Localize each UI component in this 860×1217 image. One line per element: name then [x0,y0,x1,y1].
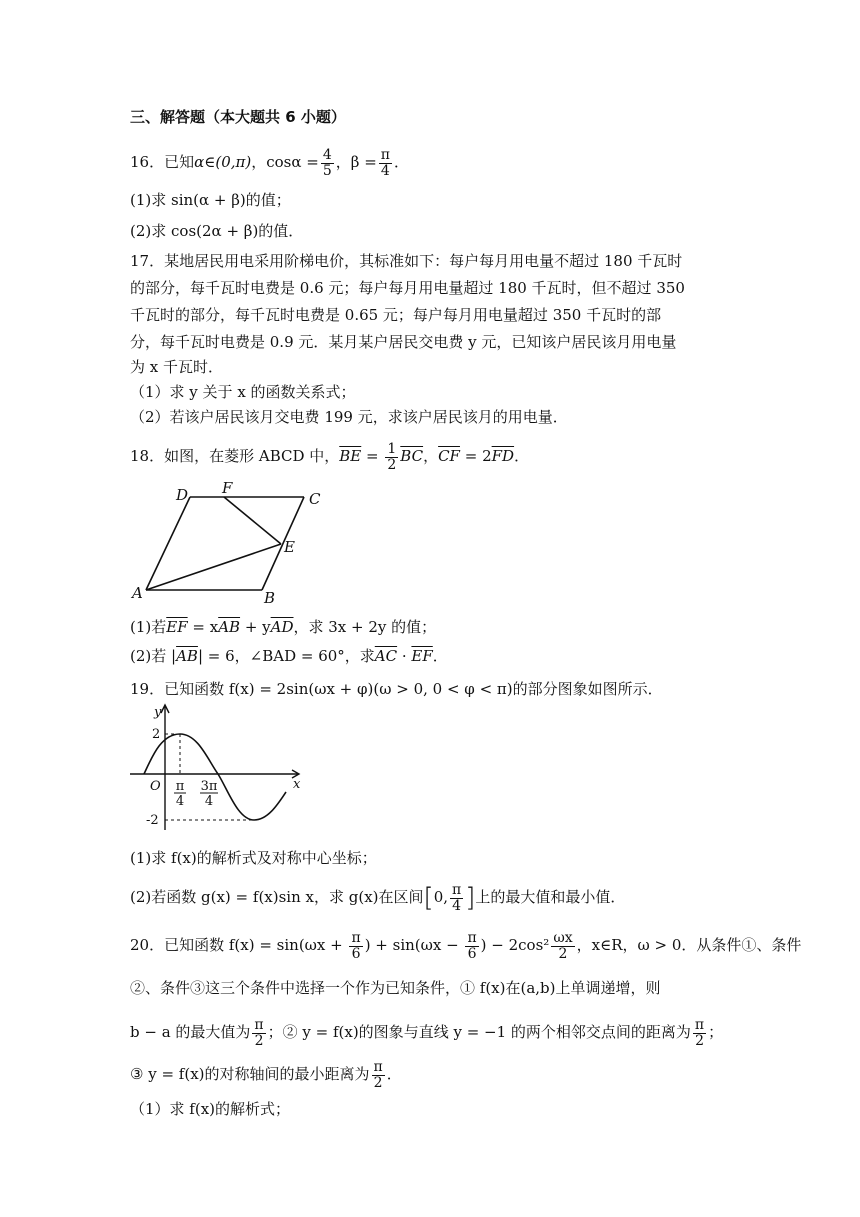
q19-part2 [130,883,625,913]
q20-l1-a: 20．已知函数 f(x) = sin(ωx + [130,936,348,955]
q19-int-den: 4 [452,897,462,914]
q20-pi2-den-1: 2 [254,1032,264,1049]
q20-pi2-num-2: π [694,1017,705,1033]
vec-ad: $\overline{AD}$ [270,618,294,636]
q19-p2-b: 上的最大值和最小值． [475,888,626,907]
q18-half-den: 2 [387,456,397,473]
q20-l4-end: ． [386,1065,402,1084]
q18-p1-b: = x [187,618,219,636]
graph-ymin-label: -2 [146,813,159,828]
section-title: 三、解答题（本大题共 6 小题） [130,108,346,126]
side-bc [262,497,304,590]
vec-ef: $\overline{EF}$ [166,618,188,636]
q17-line4: 分，每千瓦时电费是 0.9 元．某月某户居民交电费 y 元，已知该户居民该月用电量 [130,333,677,351]
q20-l1-b: ) + sin(ωx − [364,936,464,955]
q18-eq2: = 2 [459,447,492,466]
q16-beta-denominator: 4 [380,162,390,179]
q18-p2-dot: · [397,647,412,665]
q20-l1-c: ) − 2cos² [480,936,550,955]
q20-l1-d: ，x∈R，ω > 0．从条件①、条件 [576,936,802,955]
graph-y-label: y [154,705,162,720]
q20-l3-b: ；② y = f(x)的图象与直线 y = −1 的两个相邻交点间的距离为 [267,1023,691,1042]
q20-pi6-fraction-1 [349,931,362,961]
q20-pi2-num-3: π [373,1059,383,1075]
q18-p2-end: ． [432,647,448,665]
q20-line3 [130,1018,723,1048]
q20-pi2-fraction-3 [372,1060,385,1090]
q17-part1: （1）求 y 关于 x 的函数关系式； [130,383,356,401]
q20-pi6-den-1: 6 [351,945,361,962]
graph-ymax-label: 2 [152,727,161,742]
segment-ae [146,544,281,590]
side-da [146,497,190,590]
q18-part1 [130,616,436,638]
q16-cos-fraction [321,148,334,178]
q20-pi6-num-2: π [467,930,477,946]
q16-stem-text: 已知 [164,153,195,172]
q20-pi2-fraction-2 [693,1018,706,1048]
q19-int-num: π [452,882,462,898]
q20-wx-den: 2 [558,945,568,962]
tick1-num: π [175,779,185,794]
tick2-num: 3π [200,779,218,794]
vec-fd: $\overline{FD}$ [491,447,515,466]
q20-pi2-den-2: 2 [695,1032,704,1049]
graph-origin-label: O [150,779,161,794]
sine-graph-figure [128,702,308,834]
q20-l4-a: ③ y = f(x)的对称轴间的最小距离为 [130,1065,370,1084]
q19-stem: 19．已知函数 f(x) = 2sin(ωx + φ)(ω > 0, 0 < φ < π)的部分图象如图所示． [130,680,663,698]
q19-p2-a: (2)若函数 g(x) = f(x)sin x，求 g(x)在区间 [130,888,424,907]
label-f: F [222,479,233,497]
q16-cos-denominator: 5 [322,162,332,179]
vec-ab-2: $\overline{AB}$ [176,647,198,665]
vec-bc: $\overline{BC}$ [400,447,424,466]
q19-part1: (1)求 f(x)的解析式及对称中心坐标； [130,849,377,867]
q18-p1-d: ，求 3x + 2y 的值； [293,618,437,636]
q20-l3-a: b − a 的最大值为 [130,1023,251,1042]
q19-interval-left: 0, [433,888,448,907]
q16-beta-numerator: π [380,147,390,163]
q16-stem [130,148,409,178]
q20-l3-end: ； [708,1023,724,1042]
vec-cf: $\overline{CF}$ [438,447,460,466]
label-b: B [264,589,276,607]
q18-p1-c: + y [240,618,271,636]
q20-pi2-den-3: 2 [373,1074,383,1091]
q20-pi6-fraction-2 [465,931,478,961]
label-c: C [309,490,321,508]
q18-lead: 18．如图，在菱形 ABCD 中， [130,447,340,466]
q18-half-num: 1 [387,441,397,457]
q20-line1 [130,931,801,961]
q20-line2: ②、条件③这三个条件中选择一个作为已知条件，① f(x)在(a,b)上单调递增，则 [130,979,661,997]
q17-line5: 为 x 千瓦时． [130,358,223,376]
q18-p2-b: | = 6，∠BAD = 60°，求 [197,647,375,665]
q18-part2 [130,645,448,667]
q16-cos-left: ，cosα = [251,153,319,172]
q20-pi2-num-1: π [254,1017,264,1033]
q18-p2-a: (2)若 | [130,647,177,665]
q18-end: ． [514,447,530,466]
tick2-den: 4 [204,794,214,809]
q18-comma: ， [423,447,439,466]
rhombus-figure [128,478,338,610]
q16-part1: (1)求 sin(α + β)的值； [130,191,291,209]
label-d: D [176,486,189,504]
tick1-den: 4 [175,794,185,809]
vec-be: $\overline{BE}$ [339,447,362,466]
q18-p1-a: (1)若 [130,618,167,636]
label-a: A [132,584,143,602]
q16-end: ． [393,153,409,172]
q18-eq1: = [361,447,384,466]
q16-beta-fraction [379,148,392,178]
q16-cos-numerator: 4 [322,147,332,163]
q16-part2: (2)求 cos(2α + β)的值． [130,222,304,240]
q20-pi2-fraction-1 [252,1018,265,1048]
q16-alpha-condition: α∈(0,π) [194,153,252,172]
q20-pi6-num-1: π [351,930,361,946]
graph-x-label: x [293,777,301,792]
q20-part1: （1）求 f(x)的解析式； [130,1100,291,1118]
q20-line4 [130,1060,402,1090]
q18-half-fraction [385,442,398,472]
q19-interval-fraction [450,883,463,913]
q18-stem [130,442,529,472]
vec-ac: $\overline{AC}$ [374,647,398,665]
q20-wx2-fraction [551,931,574,961]
q16-number: 16． [130,153,165,172]
q17-line1: 17．某地居民用电采用阶梯电价，其标准如下：每户每月用电量不超过 180 千瓦时 [130,252,683,270]
segment-fe [224,497,281,544]
q20-pi6-den-2: 6 [467,945,477,962]
bracket-right: ] [465,883,476,914]
q16-beta-left: ，β = [335,153,377,172]
vec-ef-2: $\overline{EF}$ [411,647,433,665]
q17-part2: （2）若该户居民该月交电费 199 元，求该户居民该月的用电量． [130,408,568,426]
q17-line3: 千瓦时的部分，每千瓦时电费是 0.65 元；每户每月用电量超过 350 千瓦时的部 [130,306,662,324]
label-e: E [284,538,295,556]
vec-ab: $\overline{AB}$ [218,618,241,636]
q20-wx-num: ωx [553,930,573,946]
bracket-left: [ [423,883,434,914]
q17-line2: 的部分，每千瓦时电费是 0.6 元；每户每月用电量超过 180 千瓦时，但不超过 350 [130,279,685,297]
